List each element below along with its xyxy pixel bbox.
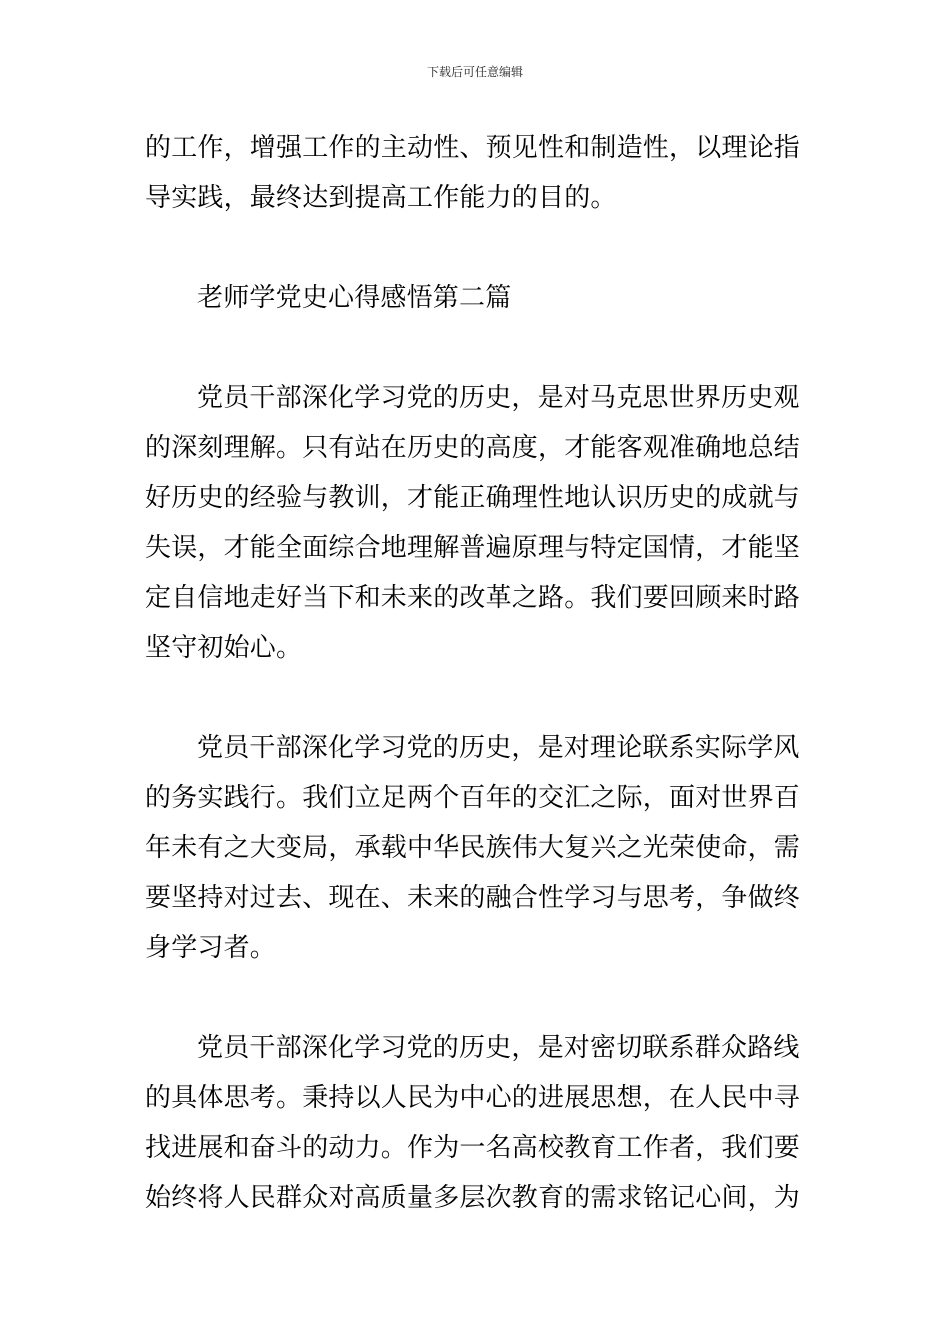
paragraph-3-line-3: 年未有之大变局，承载中华民族伟大复兴之光荣使命，需 xyxy=(145,833,801,863)
paragraph-1-line-2: 导实践，最终达到提高工作能力的目的。 xyxy=(145,183,617,213)
paragraph-2-line-1: 党员干部深化学习党的历史，是对马克思世界历史观 xyxy=(197,383,800,413)
section-heading: 老师学党史心得感悟第二篇 xyxy=(197,283,512,313)
paragraph-2-line-4: 失误，才能全面综合地理解普遍原理与特定国情，才能坚 xyxy=(145,533,801,563)
paragraph-3-line-4: 要坚持对过去、现在、未来的融合性学习与思考，争做终 xyxy=(145,883,801,913)
paragraph-4-line-4: 始终将人民群众对高质量多层次教育的需求铭记心间，为 xyxy=(145,1183,801,1213)
paragraph-2-line-3: 好历史的经验与教训，才能正确理性地认识历史的成就与 xyxy=(145,483,801,513)
paragraph-2-line-6: 坚守初始心。 xyxy=(145,633,303,663)
paragraph-1-line-1: 的工作，增强工作的主动性、预见性和制造性，以理论指 xyxy=(145,133,801,163)
paragraph-2-line-2: 的深刻理解。只有站在历史的高度，才能客观准确地总结 xyxy=(145,433,801,463)
paragraph-4-line-2: 的具体思考。秉持以人民为中心的进展思想，在人民中寻 xyxy=(145,1083,801,1113)
paragraph-4-line-1: 党员干部深化学习党的历史，是对密切联系群众路线 xyxy=(197,1033,800,1063)
paragraph-3-line-1: 党员干部深化学习党的历史，是对理论联系实际学风 xyxy=(197,733,800,763)
paragraph-4-line-3: 找进展和奋斗的动力。作为一名高校教育工作者，我们要 xyxy=(145,1133,801,1163)
paragraph-3-line-5: 身学习者。 xyxy=(145,933,277,963)
page-header: 下载后可任意编辑 xyxy=(426,65,523,79)
paragraph-3-line-2: 的务实践行。我们立足两个百年的交汇之际，面对世界百 xyxy=(145,783,801,813)
paragraph-2-line-5: 定自信地走好当下和未来的改革之路。我们要回顾来时路 xyxy=(145,583,801,613)
